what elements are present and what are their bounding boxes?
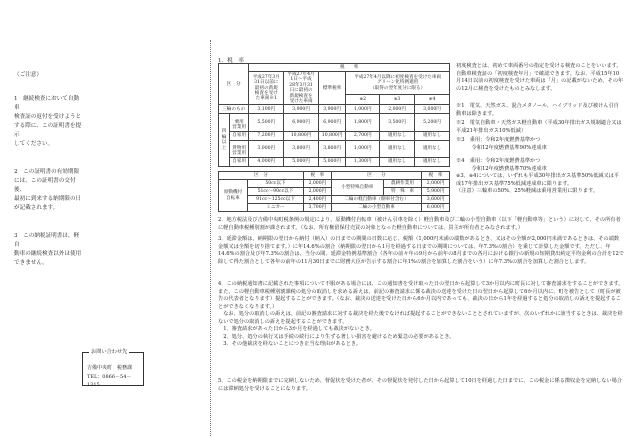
table-cell: 5,900円	[422, 188, 450, 196]
table-header-kubun: 区 分	[219, 172, 304, 180]
table-cell: 1,000円	[346, 140, 380, 157]
contact-tel: TEL：0866－54－1315	[87, 373, 132, 388]
table-cell: 6,900円	[318, 114, 345, 131]
table-cell: 5,000円	[284, 157, 319, 166]
table-cell: 1,800円	[346, 114, 380, 131]
contact-title: お問い合わせ先	[91, 349, 128, 355]
side-note: ※3 乗用：令和2年度燃費基準かつ 令和12年度燃費基準90%達成車	[456, 137, 547, 151]
table-cell: 5,500円	[249, 114, 284, 131]
table-cell: 特 殊 車	[383, 188, 421, 196]
row-sublabel	[230, 114, 249, 131]
contact-box	[82, 349, 144, 388]
table-cell: 51cc～90cc以下	[248, 188, 304, 196]
table-header-col2: 平成27年4月 1日～平成 28年3月31 日に最初の 新規検査を 受けた車両	[284, 72, 319, 105]
table-cell: 二輪の小型自動車	[331, 204, 421, 212]
table-cell: 適用なし	[380, 157, 415, 166]
table-cell: ミニカー	[248, 204, 304, 212]
table-cell: 二輪の軽自動車（側車付含む）	[331, 196, 421, 204]
table-cell: 2,400円	[303, 196, 331, 204]
table-cell: 2,000円	[303, 180, 331, 188]
notes-heading: （ご注意）	[14, 72, 42, 78]
table-cell: 1,300円	[346, 157, 380, 166]
table-header-k3: ※4	[415, 95, 450, 105]
note-item: 2 この証明書の有効期限 には、この証明書の交付後、 最初に到来する納期限の日 が記載されます。	[14, 169, 82, 211]
side-note: ※1 電気、天然ガス、混合メタノール、ハイブリッド及び被けん引自動車は除きます。	[456, 103, 619, 117]
side-note: ※4 乗用：令和2年度燃費基準かつ 令和12年度燃費基準70%達成車 ※3、※4については、いずれも平成30年排出ガス基準50%低減又は平成17年排出ガス基準75%低減達成車に限ります。 （注意）三輪車の50%、25%軽減は乗用営業用に限ります。	[456, 158, 620, 195]
table-cell: 2,000円	[422, 180, 450, 188]
row-sublabel: 自家用	[230, 131, 249, 140]
paragraph-5: 5．この税金を納期限までに完納しないため、督促状を受けた者が、その督促状を発付した日から起算して10日を経過した日までに、この税金に係る徴収金を完納しない場合には滞納処分を受けることになります。	[218, 378, 622, 392]
table-cell: 10,800円	[284, 131, 319, 140]
table-cell: 適用なし	[380, 140, 415, 157]
table-cell: 3,900円	[284, 105, 319, 114]
table-cell: 91cc～125cc以下	[248, 196, 304, 204]
table-cell: 3,000円	[249, 140, 284, 157]
table-cell: 3,800円	[284, 140, 319, 157]
table-cell: 3,500円	[380, 114, 415, 131]
table-cell: 5,200円	[415, 114, 450, 131]
table-cell: 3,000円	[415, 105, 450, 114]
table-cell: 6,000円	[422, 204, 450, 212]
paragraph-2: 2．地方税法及び吉備中央町税条例の規定により、原動機付自転車（被けん引車を除く）軽自動車及び二輪の小型自動車（以下「軽自動車等」という）に対して、その所有者に軽自動車税種別割が課されます。（なお、所有権留保付売買の対象となった軽自動車については、買主が所有者とみなされます。）	[218, 217, 621, 231]
paragraph-4: 4．この納税通知書に記載された事項について不服がある場合には、この通知書を受け取った日の翌日から起算して3か月以内に町長に対して審査請求をすることができます。また、この軽自動車税種別割課税の処分の取消しを求める訴えは、前記の審査請求に係る裁決の送達を受けた日の翌日から起算して6か月以内に、町を被告として（町長が被告の代表者となります）提起することができます。（なお、裁決の送達を受けた日から6か月以内であっても、裁決の日から1年を経過すると処分の取消しの訴えを提起することができなくなります。） なお、処分の取消しの訴えは、前記の審査請求に対する裁決を経た後でなければ提起することができないこととされていますが、次のいずれかに該当するときは、裁決を経ないで処分の取消しの訴えを提起することができます。 1．審査請求があった日から3か月を経過しても裁決がないとき。 2．処分、処分の執行又は手続の続行により生ずる著しい損害を避けるため緊急の必要があるとき。 3．その他裁決を経ないことにつき正当な理由があるとき。	[218, 281, 624, 347]
fold-line	[210, 40, 211, 436]
table-cell: 適用なし	[415, 157, 450, 166]
row-sublabel-text: 営業用	[232, 151, 247, 157]
table-cell: 適用なし	[415, 140, 450, 157]
table-header-k2: ※3	[380, 95, 415, 105]
row-sublabel-text: 営業用	[232, 125, 247, 131]
table-cell: 3,900円	[318, 105, 345, 114]
paragraph-3: 3．延滞金額は、納期限の翌日から納付（納入）の日までの期間の日数に応じ、税額（1,000円未満の端数があるとき、又はその全額が2,000円未満であるときは、その端数金額又は全額を切り捨てます。）に年14.6%の割合（納期限の翌日から1月を経過する日までの期間については、年7.3%の割合）を乗じて計算した金額です。ただし、年14.6%の割合及び年7.3%の割合は、当分の間、延滞金特例基準割合（各年の前々年の9月から前年の8月までの各月における銀行の新規の短期貸出約定平均金利の合計を12で除して得た割合として各年の前年の11月30日までに財務大臣が告示する割合に年1%の割合を加算した割合をいう）に年7.3%の割合を加算した割合とします。	[218, 236, 624, 265]
table-cell: 10,800円	[318, 131, 345, 140]
table-header-col1: 平成27年3月 31日以前に 最初の新規 検査を受け た車両※1	[249, 72, 284, 105]
row-label: 乗用	[234, 119, 244, 125]
table-cell: 2,000円	[303, 188, 331, 196]
table-header-rate2: 税 率	[422, 172, 450, 180]
table-header-col3: 標準税率	[318, 72, 345, 105]
rate-table-moped	[218, 171, 450, 212]
table-header-col4: 平成27年4月以降に初度検査を受けた車両 グリーン化特例適用 （取得の翌年度分に限る）	[346, 72, 450, 95]
table-cell: 2,000円	[380, 105, 415, 114]
note-item: 3 この納税証明書は、軽自 動車の継続検査以外は使用 できません。	[14, 233, 82, 266]
row-label: 貨物用	[232, 146, 247, 152]
group-label: 原動機付 自転車	[219, 180, 248, 212]
table-cell: 小型特殊自動車	[331, 180, 383, 196]
side-note: 初度検査とは、初めて車両番号の指定を受ける検査のことをいいます。自動車検査証の「初度検査年月」で確認できます。なお、平成15年10月14日以前の初度検査を受けた車両は「月」の記載がないため、その年の12月に検査を受けたものとみなします。	[456, 63, 624, 92]
table-cell: 3,600円	[422, 196, 450, 204]
table-header-kubun2: 区 分	[331, 172, 421, 180]
rate-table-main	[218, 63, 450, 167]
table-cell: 適用なし	[415, 131, 450, 140]
table-header-kubun: 区 分	[219, 64, 249, 105]
row-sublabel: 自家用	[230, 157, 249, 166]
table-cell: 適用なし	[380, 131, 415, 140]
side-note: ※2 電気自動車・天然ガス軽自動車（平成30年排出ガス規制適合又は平成21年排出ガス10%低減）	[456, 120, 622, 134]
table-cell: 4,000円	[249, 157, 284, 166]
table-cell: 3,800円	[318, 140, 345, 157]
contact-org: 吉備中央町 税務課	[87, 365, 133, 371]
table-cell: 農耕作業用	[383, 180, 421, 188]
table-cell: 5,000円	[318, 157, 345, 166]
row-label: 三輪のもの	[219, 105, 249, 114]
table-header-rate: 税 率	[303, 172, 331, 180]
group-label: 四輪以上	[219, 114, 230, 166]
section-title: 1．税 率	[218, 58, 244, 64]
table-header-k1: ※2	[346, 95, 380, 105]
row-sublabel	[230, 140, 249, 157]
note-item: 1 継続検査において自動車 検査証の返付を受けようと する際に、この証明書を提示 してください。	[14, 96, 82, 147]
table-cell: 2,700円	[346, 131, 380, 140]
notes-panel	[14, 62, 84, 277]
table-cell: 7,200円	[249, 131, 284, 140]
table-cell: 50cc以下	[248, 180, 304, 188]
table-cell: 3,700円	[303, 204, 331, 212]
table-header-rate: 税 率	[249, 64, 450, 72]
table-cell: 1,000円	[346, 105, 380, 114]
table-cell: 6,900円	[284, 114, 319, 131]
table-cell: 3,100円	[249, 105, 284, 114]
